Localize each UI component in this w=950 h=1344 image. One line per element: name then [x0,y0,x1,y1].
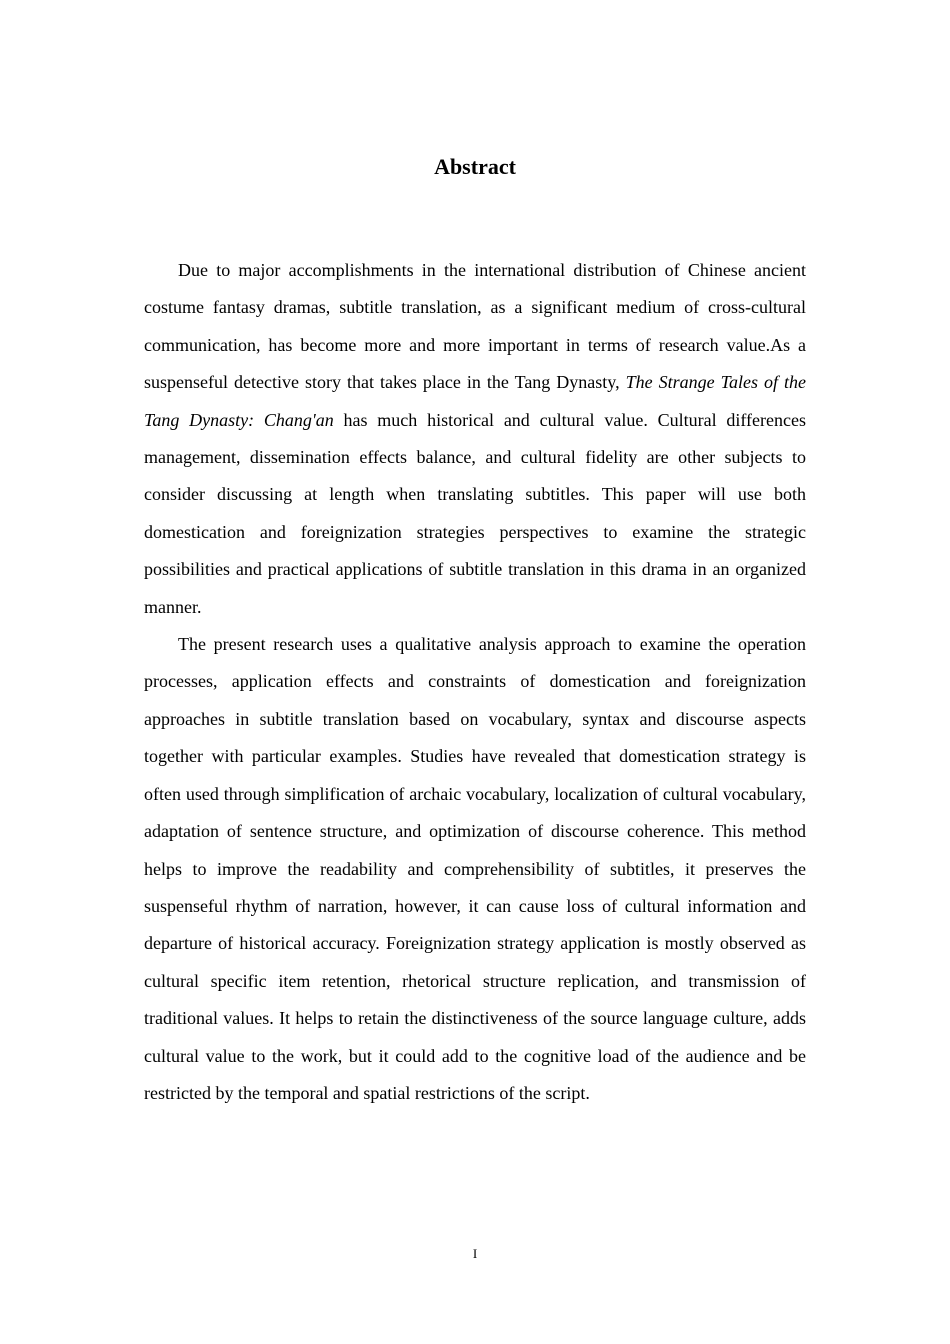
abstract-paragraph-2: The present research uses a qualitative analysis approach to examine the operation processes, application effects and constraints of domestication and foreignization approaches in subtitle translation based on vocabulary, syntax and discourse aspects together with particular examples. Studies have revealed that domestication strategy is often used through simplification of archaic vocabulary, localization of cultural vocabulary, adaptation of sentence structure, and optimization of discourse coherence. This method helps to improve the readability and comprehensibility of subtitles, it preserves the suspenseful rhythm of narration, however, it can cause loss of cultural information and departure of historical accuracy. Foreignization strategy application is mostly observed as cultural specific item retention, rhetorical structure replication, and transmission of traditional values. It helps to retain the distinctiveness of the source language culture, adds cultural value to the work, but it could add to the cognitive load of the audience and be restricted by the temporal and spatial restrictions of the script. [144,634,806,1103]
abstract-paragraph-1 [144,252,806,626]
paragraph-1-text-end: has much historical and cultural value. Cultural differences management, dissemination effects balance, and cultural fidelity are other subjects to consider discussing at length when translating subtitles. This paper will use both domestication and foreignization strategies perspectives to examine the strategic possibilities and practical applications of subtitle translation in this drama in an organized manner. [144,409,806,617]
paragraph-1-text-start: Due to major accomplishments in the international distribution of Chinese ancient costume fantasy dramas, subtitle translation, as a significant medium of cross-cultural communication, has become more and more important in terms of research value.As a suspenseful detective story that takes place in the Tang Dynasty, [144,260,806,393]
abstract-body [144,252,806,1112]
page-number: I [472,1246,478,1261]
drama-title-italic: The Strange Tales of the Tang Dynasty: Chang'an [144,372,806,430]
abstract-title: Abstract [434,154,516,179]
